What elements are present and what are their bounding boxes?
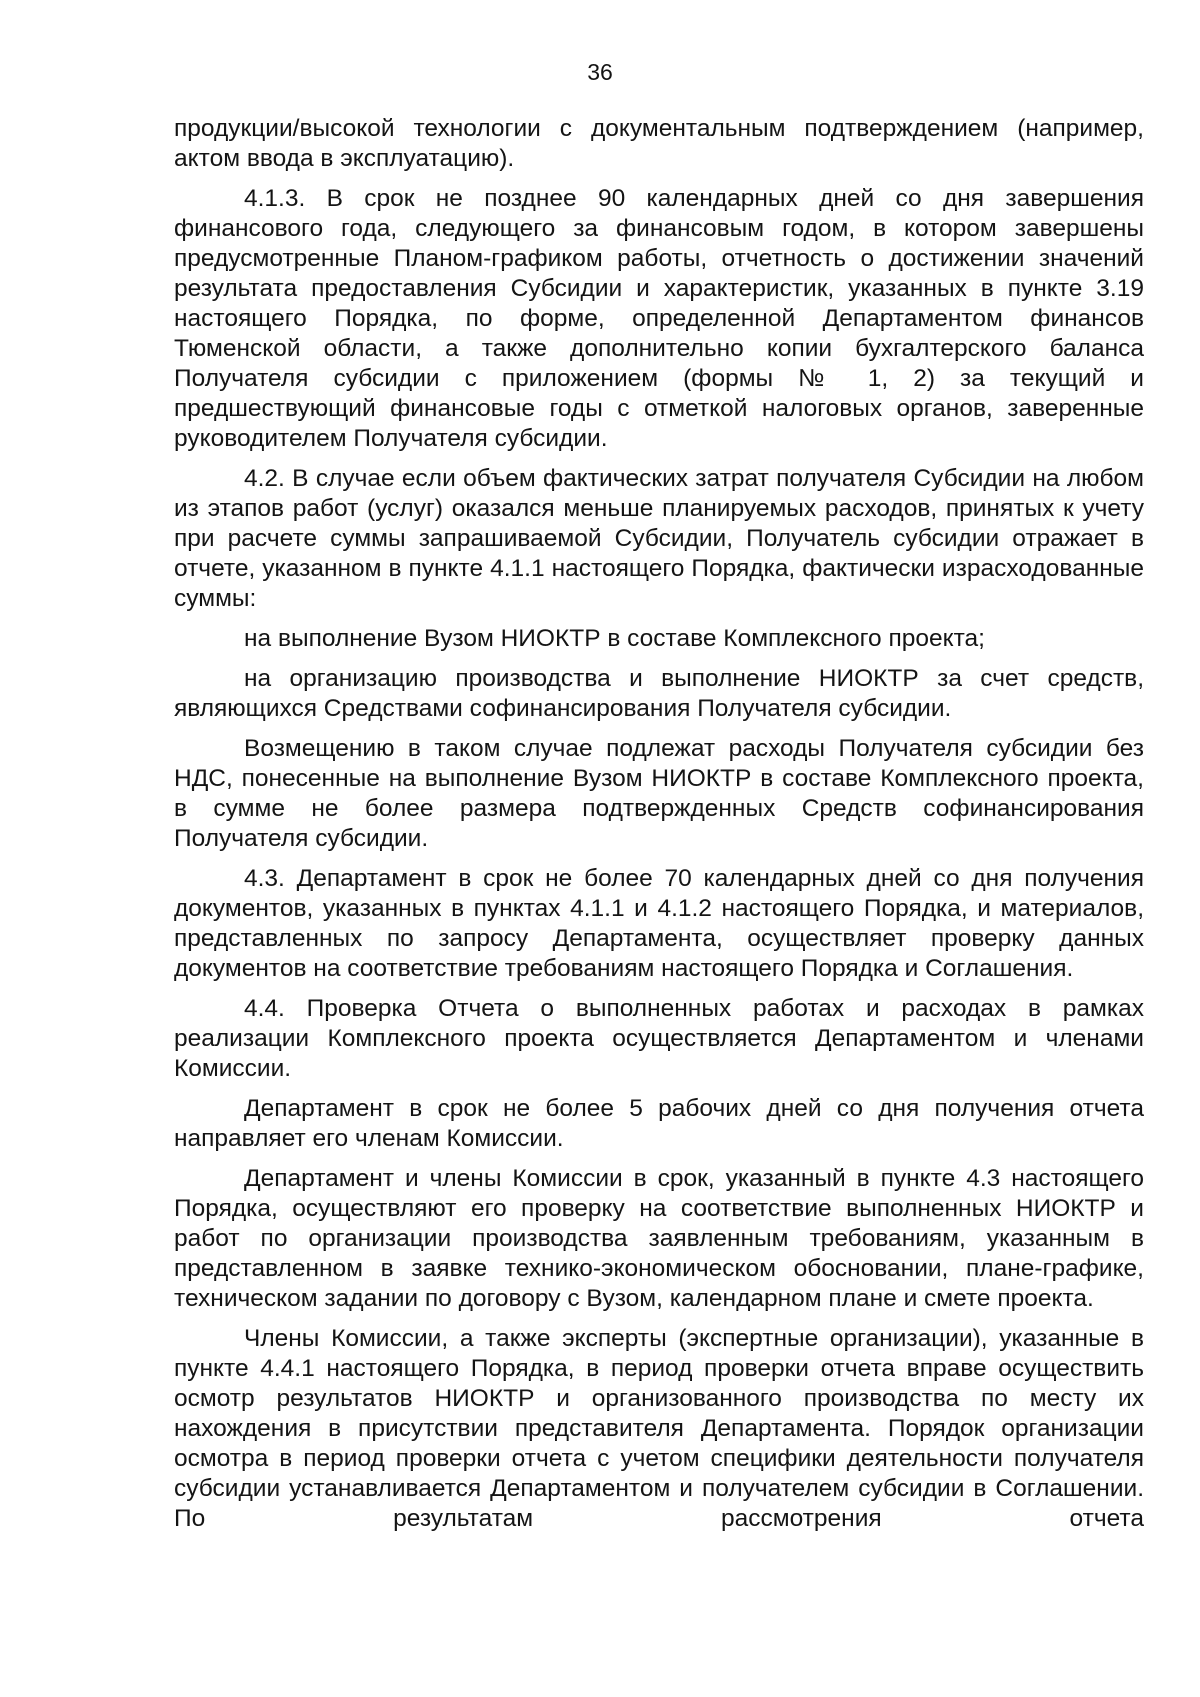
paragraph-4-1-3: 4.1.3. В срок не позднее 90 календарных дней со дня завершения финансового года, следующего за финансовым годом, в котором завершены предусмотренные Планом-графиком работы, отчетность о достижении значений результата предоставления Субсидии и характеристик, указанных в пункте 3.19 настоящего Порядка, по форме, определенной Департаментом финансов Тюменской области, а также дополнительно копии бухгалтерского баланса Получателя субсидии с приложением (формы № 1, 2) за текущий и предшествующий финансовые годы с отметкой налоговых органов, заверенные руководителем Получателя субсидии. xyxy=(174,185,1144,452)
document-body xyxy=(174,114,1144,1544)
paragraph-4-4: 4.4. Проверка Отчета о выполненных работах и расходах в рамках реализации Комплексного проекта осуществляется Департаментом и членами Комиссии. xyxy=(174,995,1144,1082)
paragraph-continuation: продукции/высокой технологии с документальным подтверждением (например, актом ввода в эксплуатацию). xyxy=(174,115,1144,172)
list-item-university-research: на выполнение Вузом НИОКТР в составе Комплексного проекта; xyxy=(244,625,985,652)
paragraph-4-2: 4.2. В случае если объем фактических затрат получателя Субсидии на любом из этапов работ (услуг) оказался меньше планируемых расходов, принятых к учету при расчете суммы запрашиваемой Субсидии, Получатель субсидии отражает в отчете, указанном в пункте 4.1.1 настоящего Порядка, фактически израсходованные суммы: xyxy=(174,465,1144,612)
paragraph-4-3: 4.3. Департамент в срок не более 70 календарных дней со дня получения документов, указанных в пунктах 4.1.1 и 4.1.2 настоящего Порядка, и материалов, представленных по запросу Департамента, осуществляет проверку данных документов на соответствие требованиям настоящего Порядка и Соглашения. xyxy=(174,865,1144,982)
paragraph-inspection: Члены Комиссии, а также эксперты (экспертные организации), указанные в пункте 4.4.1 настоящего Порядка, в период проверки отчета вправе осуществить осмотр результатов НИОКТР и организованного производства по месту их нахождения в присутствии представителя Департамента. Порядок организации осмотра в период проверки отчета с учетом специфики деятельности получателя субсидии устанавливается Департаментом и получателем субсидии в Соглашении. По результатам рассмотрения отчета xyxy=(174,1325,1144,1532)
paragraph-department-forwarding: Департамент в срок не более 5 рабочих дней со дня получения отчета направляет его членам Комиссии. xyxy=(174,1095,1144,1152)
paragraph-commission-verification: Департамент и члены Комиссии в срок, указанный в пункте 4.3 настоящего Порядка, осуществляют его проверку на соответствие выполненных НИОКТР и работ по организации производства заявленным требованиям, указанным в представленном в заявке технико-экономическом обосновании, плане-графике, техническом задании по договору с Вузом, календарном плане и смете проекта. xyxy=(174,1165,1144,1312)
paragraph-reimbursement: Возмещению в таком случае подлежат расходы Получателя субсидии без НДС, понесенные на выполнение Вузом НИОКТР в составе Комплексного проекта, в сумме не более размера подтвержденных Средств софинансирования Получателя субсидии. xyxy=(174,735,1144,852)
list-item-production-organization: на организацию производства и выполнение НИОКТР за счет средств, являющихся Средствами софинансирования Получателя субсидии. xyxy=(174,665,1144,722)
page-number: 36 xyxy=(587,59,613,85)
